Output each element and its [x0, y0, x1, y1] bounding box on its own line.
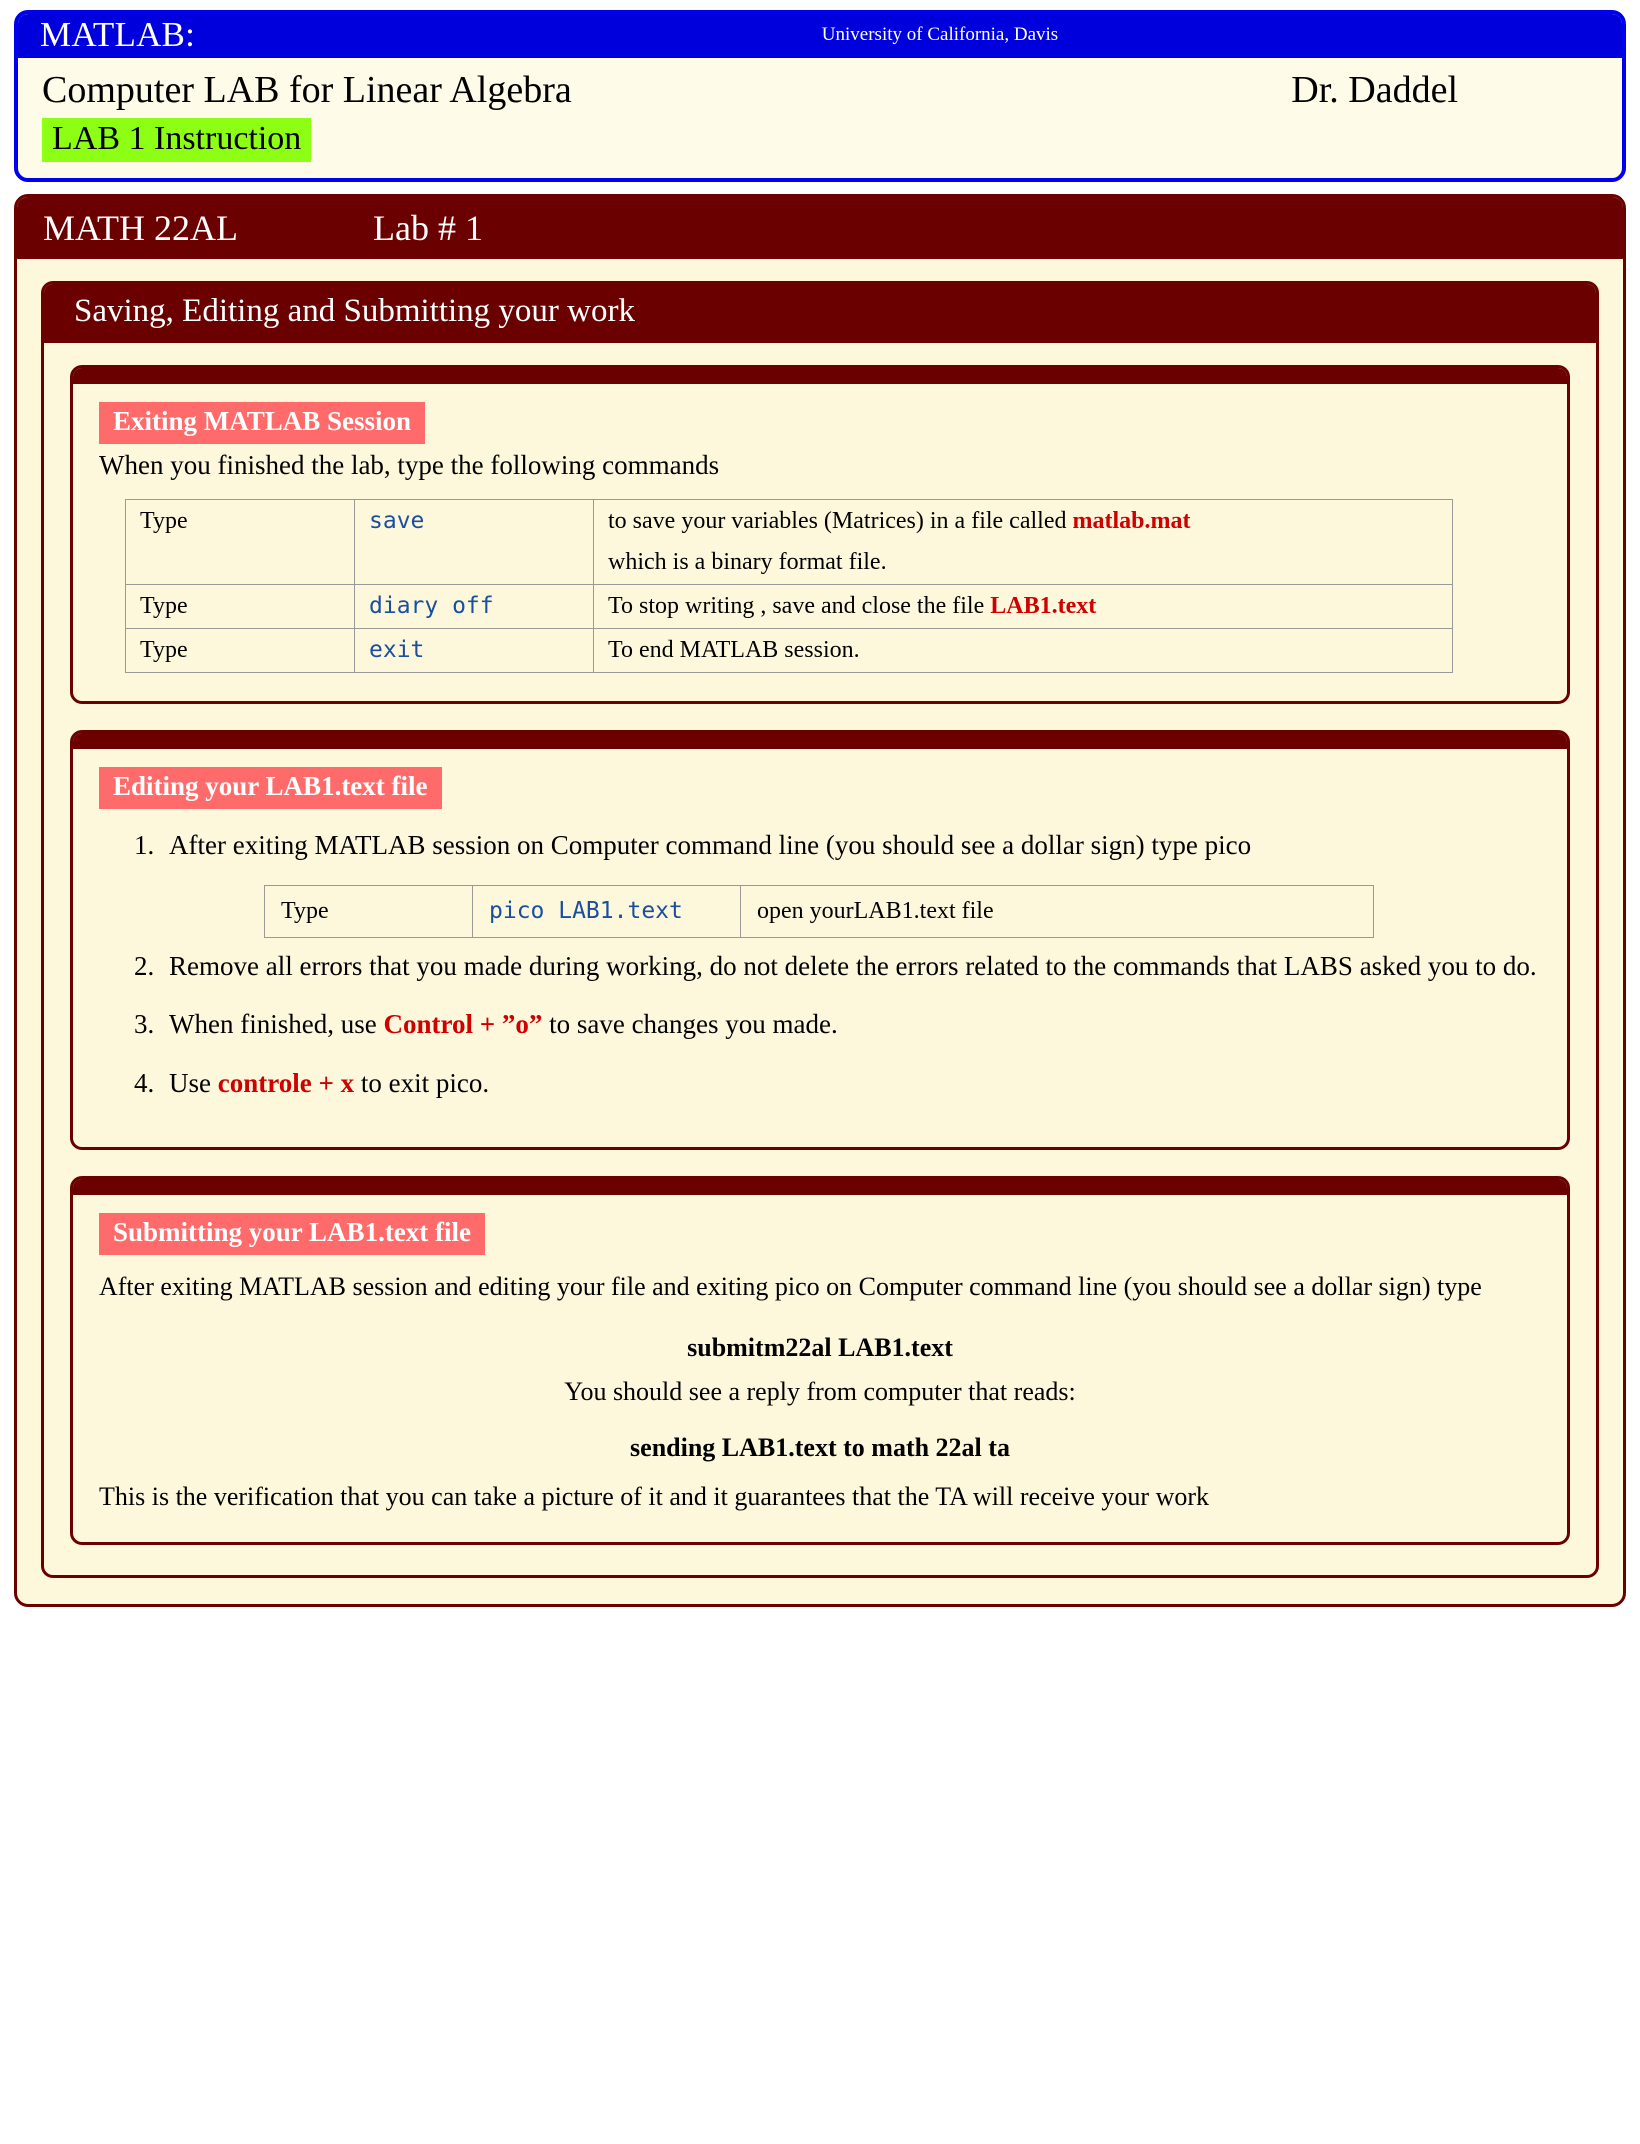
cell-command: [355, 500, 594, 585]
exiting-intro-text: When you finished the lab, type the following commands: [99, 450, 720, 480]
table-row: [265, 886, 1374, 937]
cell-type: Type: [265, 886, 473, 937]
lab-instruction-badge: LAB 1 Instruction: [42, 118, 311, 162]
pico-command-table: [264, 885, 1374, 937]
panel-tag-exiting: Exiting MATLAB Session: [99, 402, 425, 444]
desc-text-second-line: which is a binary format file.: [608, 549, 887, 575]
table-row: [126, 629, 1453, 673]
panel-topbar: [73, 1179, 1567, 1195]
instructor-name: Dr. Daddel: [1291, 69, 1458, 111]
section-body: [44, 343, 1596, 1575]
section-saving-editing-submitting: [41, 281, 1599, 1578]
list-item: [161, 1006, 1541, 1042]
panel-body: [73, 1195, 1567, 1542]
cell-type: Type: [126, 500, 355, 585]
university-label: University of California, Davis: [821, 24, 1059, 45]
editing-steps-list: [99, 827, 1541, 1101]
lab-number: Lab # 1: [373, 208, 483, 248]
panel-body: [73, 384, 1567, 701]
command-diary-off: diary off: [369, 593, 494, 619]
step-4-text-pre: Use: [169, 1067, 218, 1098]
submit-verification-text: This is the verification that you can take a picture of it and it guarantees that the TA will receive your work: [99, 1482, 1210, 1512]
step-4-key: controle + x: [217, 1067, 355, 1098]
desc-text: to save your variables (Matrices) in a file called: [608, 508, 1073, 534]
matlab-label: MATLAB:: [40, 15, 196, 54]
cell-command: [355, 629, 594, 673]
command-save: save: [369, 508, 425, 534]
panel-submitting-lab1-file: [70, 1176, 1570, 1545]
submitting-intro-text: After exiting MATLAB session and editing your file and exiting pico on Computer command line (you should see a dollar sign) type: [99, 1272, 1482, 1302]
step-3-text-post: to save changes you made.: [542, 1009, 838, 1040]
panel-tag-submitting: Submitting your LAB1.text file: [99, 1213, 485, 1255]
cell-type: Type: [126, 629, 355, 673]
panel-topbar: [73, 368, 1567, 384]
title-header-box: [14, 10, 1626, 182]
course-code: MATH 22AL: [43, 208, 238, 248]
command-pico: pico LAB1.text: [489, 898, 683, 925]
panel-editing-lab1-file: [70, 730, 1570, 1150]
step-2-text: Remove all errors that you made during working, do not delete the errors related to the commands that LABS asked you to do.: [169, 950, 1537, 981]
table-row: [126, 585, 1453, 629]
header-title-row: [42, 68, 1598, 112]
step-1-text: After exiting MATLAB session on Computer command line (you should see a dollar sign) type pico: [169, 830, 1252, 860]
submit-reply-text: sending LAB1.text to math 22al ta: [630, 1433, 1010, 1463]
desc-text: To stop writing , save and close the file: [608, 593, 991, 619]
cell-type: Type: [126, 585, 355, 629]
step-3-key: Control + ”o”: [383, 1009, 543, 1040]
main-title-bar: [17, 197, 1623, 259]
list-item: [161, 948, 1541, 984]
panel-body: [73, 749, 1567, 1147]
command-exit: exit: [369, 637, 425, 663]
exiting-commands-table: [125, 499, 1453, 673]
main-body: [17, 259, 1623, 1604]
header-body: [18, 58, 1622, 178]
cell-description: [594, 585, 1453, 629]
list-item: [161, 1065, 1541, 1101]
submit-command: submitm22al LAB1.text: [687, 1333, 953, 1363]
section-title: Saving, Editing and Submitting your work: [44, 284, 1596, 343]
desc-highlight: LAB1.text: [990, 593, 1097, 619]
course-title: Computer LAB for Linear Algebra: [42, 69, 572, 111]
cell-description: To end MATLAB session.: [594, 629, 1453, 673]
list-item: [161, 827, 1541, 938]
cell-command: [473, 886, 741, 937]
main-content-box: [14, 194, 1626, 1607]
panel-tag-editing: Editing your LAB1.text file: [99, 767, 442, 809]
step-4-text-post: to exit pico.: [354, 1067, 490, 1098]
desc-highlight: matlab.mat: [1072, 508, 1191, 534]
cell-description: open yourLAB1.text file: [741, 886, 1374, 937]
header-blue-bar: [18, 14, 1622, 58]
cell-command: [355, 585, 594, 629]
cell-description: [594, 500, 1453, 585]
step-3-text-pre: When finished, use: [169, 1009, 384, 1040]
panel-topbar: [73, 733, 1567, 749]
submit-reply-intro: You should see a reply from computer that reads:: [564, 1377, 1076, 1407]
table-row: [126, 500, 1453, 585]
panel-exiting-matlab-session: [70, 365, 1570, 704]
